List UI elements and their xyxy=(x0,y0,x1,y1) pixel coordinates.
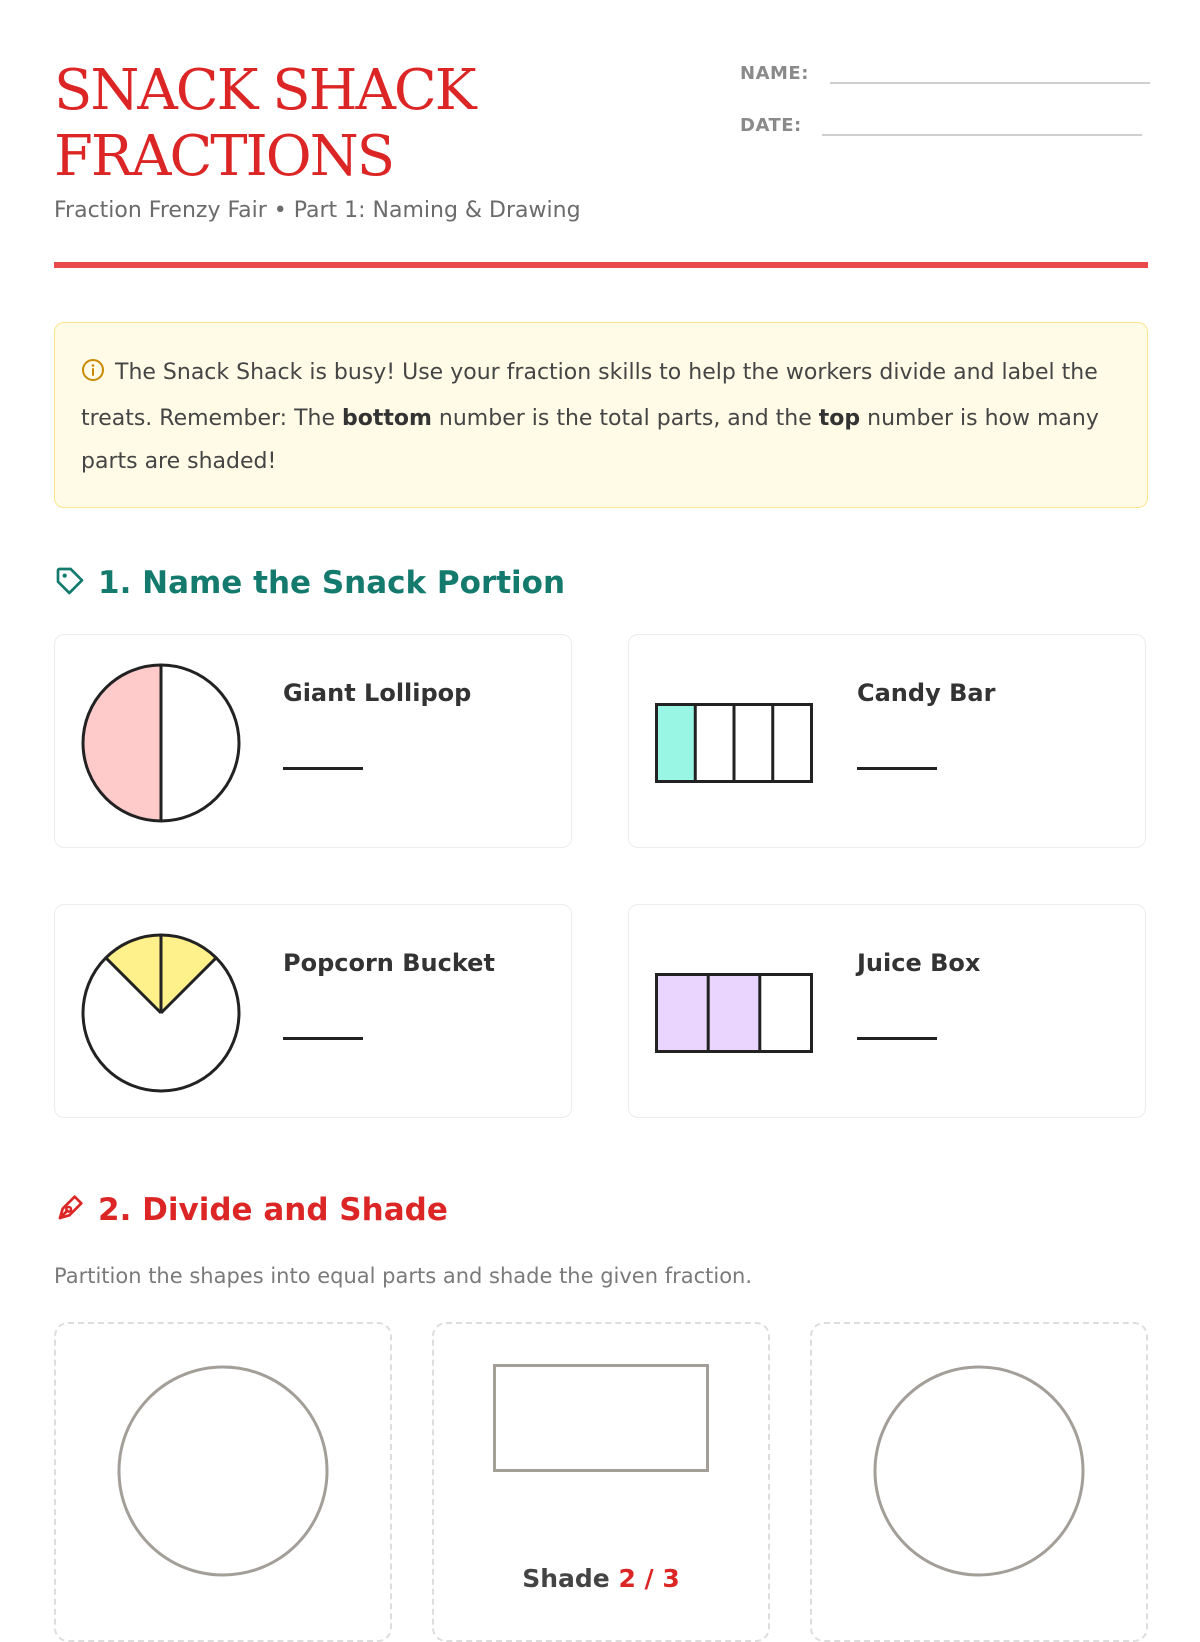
section-1-title: 1. Name the Snack Portion xyxy=(98,565,566,601)
worksheet-page xyxy=(54,0,1148,1600)
info-icon xyxy=(81,354,105,397)
section-2-title: 2. Divide and Shade xyxy=(98,1192,448,1228)
snack-card-popcorn xyxy=(54,904,572,1118)
lollipop-shaded-half xyxy=(83,665,161,821)
header-divider xyxy=(54,262,1148,268)
pen-tool-icon xyxy=(54,1192,86,1228)
snack-card-lollipop xyxy=(54,634,572,848)
title-line-2: FRACTIONS xyxy=(54,124,394,189)
blank-rectangle-outline xyxy=(495,1366,708,1471)
candy-bar-diagram xyxy=(655,663,815,823)
section-2-instructions: Partition the shapes into equal parts and shade the given fraction. xyxy=(54,1264,753,1288)
shade-word: Shade xyxy=(522,1564,610,1593)
snack-card-juice-box xyxy=(628,904,1146,1118)
section-1-header xyxy=(54,565,565,601)
shade-fraction: 2 / 3 xyxy=(618,1564,680,1593)
card-label-candy-bar: Candy Bar xyxy=(857,679,996,707)
blank-rectangle-shape xyxy=(493,1364,709,1474)
page-subtitle: Fraction Frenzy Fair • Part 1: Naming & Drawing xyxy=(54,198,581,223)
draw-task-circle-2[interactable] xyxy=(810,1322,1148,1642)
date-field[interactable] xyxy=(740,112,1142,136)
draw-task-circle-1[interactable] xyxy=(54,1322,392,1642)
page-title xyxy=(54,58,714,190)
info-text-3: number is how many parts are shaded! xyxy=(81,406,1099,474)
draw-task-rectangle[interactable] xyxy=(432,1322,770,1642)
answer-blank-lollipop[interactable] xyxy=(283,767,363,770)
info-text-1: The Snack Shack is busy! Use your fraction skills to help the workers divide and label the treats. Remember: The xyxy=(81,360,1098,431)
answer-blank-candy-bar[interactable] xyxy=(857,767,937,770)
answer-blank-juice-box[interactable] xyxy=(857,1037,937,1040)
shade-instruction xyxy=(434,1564,768,1593)
info-bold-top: top xyxy=(818,406,861,431)
card-label-juice-box: Juice Box xyxy=(857,949,981,977)
title-line-1: SNACK SHACK xyxy=(54,58,475,123)
date-label: DATE: xyxy=(740,115,802,136)
info-text-2: number is the total parts, and the xyxy=(431,406,819,431)
juice-box-diagram xyxy=(655,933,815,1093)
tag-icon xyxy=(54,565,86,601)
lollipop-circle-diagram xyxy=(81,663,241,823)
snack-card-candy-bar xyxy=(628,634,1146,848)
name-field[interactable] xyxy=(740,60,1150,84)
blank-circle-shape xyxy=(116,1364,330,1578)
popcorn-circle-diagram xyxy=(81,933,241,1093)
blank-circle-shape xyxy=(872,1364,1086,1578)
card-label-lollipop: Giant Lollipop xyxy=(283,679,472,707)
info-bold-bottom: bottom xyxy=(341,406,432,431)
card-label-popcorn: Popcorn Bucket xyxy=(283,949,495,977)
date-line[interactable] xyxy=(822,112,1142,136)
candy-bar-shaded-part xyxy=(657,705,696,782)
section-2-header xyxy=(54,1192,448,1228)
info-box xyxy=(54,322,1148,508)
name-line[interactable] xyxy=(830,60,1150,84)
blank-circle-outline xyxy=(119,1367,327,1575)
blank-circle-outline xyxy=(875,1367,1083,1575)
name-label: NAME: xyxy=(740,63,809,84)
answer-blank-popcorn[interactable] xyxy=(283,1037,363,1040)
